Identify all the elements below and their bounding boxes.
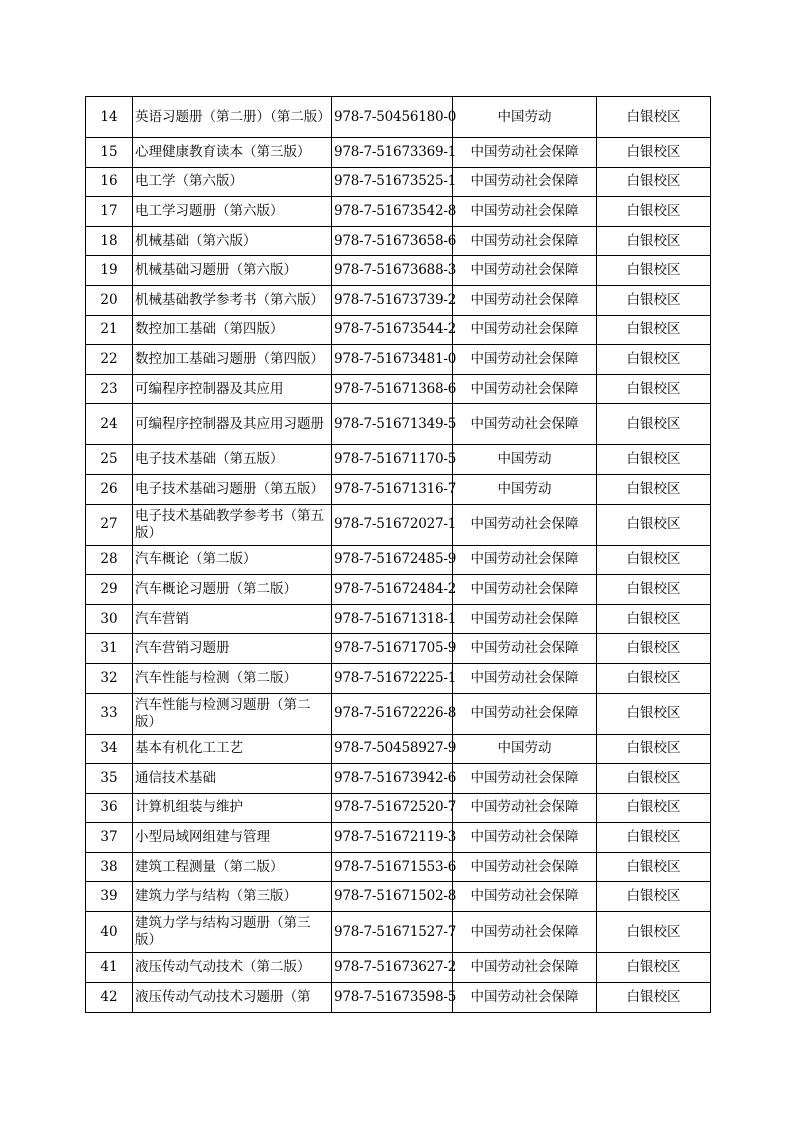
cell-isbn: 978-7-51673739-2 (332, 285, 453, 315)
cell-publisher: 中国劳动社会保障 (453, 953, 597, 983)
table-row (86, 167, 711, 197)
cell-title: 汽车营销习题册 (133, 634, 332, 664)
cell-publisher: 中国劳动社会保障 (453, 197, 597, 227)
cell-title: 汽车概论习题册（第二版） (133, 575, 332, 605)
cell-isbn: 978-7-50456180-0 (332, 97, 453, 138)
cell-title: 电子技术基础习题册（第五版） (133, 474, 332, 504)
cell-campus: 白银校区 (597, 764, 711, 794)
cell-isbn: 978-7-51673369-1 (332, 138, 453, 168)
cell-number: 19 (86, 256, 133, 286)
cell-number: 33 (86, 693, 133, 734)
cell-campus: 白银校区 (597, 504, 711, 545)
cell-number: 37 (86, 823, 133, 853)
cell-title: 建筑力学与结构（第三版） (133, 882, 332, 912)
cell-title: 基本有机化工工艺 (133, 734, 332, 764)
cell-campus: 白银校区 (597, 823, 711, 853)
table-row (86, 693, 711, 734)
cell-isbn: 978-7-51672485-9 (332, 545, 453, 575)
cell-title: 机械基础教学参考书（第六版） (133, 285, 332, 315)
cell-title: 液压传动气动技术习题册（第 (133, 982, 332, 1012)
cell-number: 15 (86, 138, 133, 168)
cell-isbn: 978-7-51673598-5 (332, 982, 453, 1012)
cell-isbn: 978-7-51673542-8 (332, 197, 453, 227)
cell-title: 小型局域网组建与管理 (133, 823, 332, 853)
cell-isbn: 978-7-51673544-2 (332, 315, 453, 345)
table-row (86, 912, 711, 953)
cell-number: 32 (86, 663, 133, 693)
cell-number: 34 (86, 734, 133, 764)
cell-publisher: 中国劳动社会保障 (453, 138, 597, 168)
table-row (86, 793, 711, 823)
cell-isbn: 978-7-51671527-7 (332, 912, 453, 953)
cell-publisher: 中国劳动社会保障 (453, 256, 597, 286)
cell-isbn: 978-7-51672225-1 (332, 663, 453, 693)
table-row (86, 226, 711, 256)
cell-title: 液压传动气动技术（第二版） (133, 953, 332, 983)
cell-number: 14 (86, 97, 133, 138)
cell-campus: 白银校区 (597, 374, 711, 404)
cell-campus: 白银校区 (597, 197, 711, 227)
cell-title: 建筑力学与结构习题册（第三版） (133, 912, 332, 953)
cell-publisher: 中国劳动社会保障 (453, 504, 597, 545)
table-row (86, 256, 711, 286)
cell-publisher: 中国劳动社会保障 (453, 374, 597, 404)
cell-number: 28 (86, 545, 133, 575)
table-row (86, 604, 711, 634)
cell-number: 23 (86, 374, 133, 404)
cell-title: 可编程序控制器及其应用 (133, 374, 332, 404)
cell-number: 25 (86, 445, 133, 475)
cell-campus: 白银校区 (597, 882, 711, 912)
cell-isbn: 978-7-51671318-1 (332, 604, 453, 634)
cell-publisher: 中国劳动社会保障 (453, 285, 597, 315)
table-row (86, 545, 711, 575)
cell-campus: 白银校区 (597, 445, 711, 475)
cell-isbn: 978-7-51673481-0 (332, 345, 453, 375)
cell-isbn: 978-7-51673688-3 (332, 256, 453, 286)
table-row (86, 634, 711, 664)
cell-isbn: 978-7-51671705-9 (332, 634, 453, 664)
cell-publisher: 中国劳动社会保障 (453, 345, 597, 375)
cell-campus: 白银校区 (597, 404, 711, 445)
cell-isbn: 978-7-51671170-5 (332, 445, 453, 475)
cell-campus: 白银校区 (597, 545, 711, 575)
cell-publisher: 中国劳动 (453, 97, 597, 138)
cell-campus: 白银校区 (597, 575, 711, 605)
cell-number: 30 (86, 604, 133, 634)
cell-title: 机械基础习题册（第六版） (133, 256, 332, 286)
cell-publisher: 中国劳动 (453, 474, 597, 504)
cell-isbn: 978-7-50458927-9 (332, 734, 453, 764)
cell-campus: 白银校区 (597, 474, 711, 504)
cell-number: 21 (86, 315, 133, 345)
table-row (86, 764, 711, 794)
table-row (86, 138, 711, 168)
cell-campus: 白银校区 (597, 693, 711, 734)
cell-campus: 白银校区 (597, 345, 711, 375)
cell-publisher: 中国劳动社会保障 (453, 852, 597, 882)
cell-publisher: 中国劳动 (453, 734, 597, 764)
table-row (86, 374, 711, 404)
cell-publisher: 中国劳动社会保障 (453, 575, 597, 605)
cell-number: 35 (86, 764, 133, 794)
cell-publisher: 中国劳动社会保障 (453, 764, 597, 794)
cell-number: 29 (86, 575, 133, 605)
cell-campus: 白银校区 (597, 604, 711, 634)
cell-title: 建筑工程测量（第二版） (133, 852, 332, 882)
cell-isbn: 978-7-51672484-2 (332, 575, 453, 605)
cell-title: 通信技术基础 (133, 764, 332, 794)
cell-title: 电子技术基础（第五版） (133, 445, 332, 475)
cell-publisher: 中国劳动社会保障 (453, 823, 597, 853)
book-list-table (85, 96, 711, 1013)
cell-title: 汽车营销 (133, 604, 332, 634)
cell-isbn: 978-7-51671349-5 (332, 404, 453, 445)
cell-publisher: 中国劳动社会保障 (453, 663, 597, 693)
cell-title: 机械基础（第六版） (133, 226, 332, 256)
cell-number: 27 (86, 504, 133, 545)
cell-campus: 白银校区 (597, 97, 711, 138)
cell-publisher: 中国劳动社会保障 (453, 226, 597, 256)
cell-number: 26 (86, 474, 133, 504)
cell-campus: 白银校区 (597, 793, 711, 823)
cell-title: 英语习题册（第二册）（第二版） (133, 97, 332, 138)
cell-isbn: 978-7-51673525-1 (332, 167, 453, 197)
table-row (86, 504, 711, 545)
cell-title: 数控加工基础习题册（第四版） (133, 345, 332, 375)
cell-campus: 白银校区 (597, 852, 711, 882)
cell-campus: 白银校区 (597, 315, 711, 345)
cell-isbn: 978-7-51673627-2 (332, 953, 453, 983)
cell-publisher: 中国劳动社会保障 (453, 912, 597, 953)
table-row (86, 445, 711, 475)
table-row (86, 982, 711, 1012)
cell-title: 汽车性能与检测习题册（第二版） (133, 693, 332, 734)
cell-publisher: 中国劳动社会保障 (453, 693, 597, 734)
cell-campus: 白银校区 (597, 734, 711, 764)
cell-isbn: 978-7-51672226-8 (332, 693, 453, 734)
table-row (86, 953, 711, 983)
table-row (86, 823, 711, 853)
cell-publisher: 中国劳动社会保障 (453, 882, 597, 912)
cell-isbn: 978-7-51671502-8 (332, 882, 453, 912)
cell-isbn: 978-7-51671316-7 (332, 474, 453, 504)
table-row (86, 663, 711, 693)
cell-publisher: 中国劳动社会保障 (453, 404, 597, 445)
cell-title: 可编程序控制器及其应用习题册 (133, 404, 332, 445)
cell-title: 电子技术基础教学参考书（第五版） (133, 504, 332, 545)
book-list-body (86, 97, 711, 1013)
cell-isbn: 978-7-51671368-6 (332, 374, 453, 404)
cell-publisher: 中国劳动社会保障 (453, 604, 597, 634)
cell-campus: 白银校区 (597, 982, 711, 1012)
cell-publisher: 中国劳动社会保障 (453, 545, 597, 575)
cell-isbn: 978-7-51672119-3 (332, 823, 453, 853)
cell-number: 24 (86, 404, 133, 445)
cell-publisher: 中国劳动社会保障 (453, 982, 597, 1012)
cell-campus: 白银校区 (597, 634, 711, 664)
cell-title: 汽车概论（第二版） (133, 545, 332, 575)
table-row (86, 345, 711, 375)
cell-campus: 白银校区 (597, 912, 711, 953)
table-row (86, 285, 711, 315)
cell-number: 38 (86, 852, 133, 882)
cell-title: 计算机组装与维护 (133, 793, 332, 823)
cell-number: 36 (86, 793, 133, 823)
cell-campus: 白银校区 (597, 953, 711, 983)
cell-isbn: 978-7-51672520-7 (332, 793, 453, 823)
cell-number: 20 (86, 285, 133, 315)
table-row (86, 315, 711, 345)
cell-campus: 白银校区 (597, 285, 711, 315)
cell-title: 汽车性能与检测（第二版） (133, 663, 332, 693)
cell-publisher: 中国劳动社会保障 (453, 315, 597, 345)
table-row (86, 882, 711, 912)
cell-number: 39 (86, 882, 133, 912)
cell-number: 22 (86, 345, 133, 375)
table-row (86, 97, 711, 138)
cell-number: 18 (86, 226, 133, 256)
cell-publisher: 中国劳动社会保障 (453, 167, 597, 197)
cell-publisher: 中国劳动 (453, 445, 597, 475)
cell-campus: 白银校区 (597, 256, 711, 286)
table-row (86, 852, 711, 882)
cell-isbn: 978-7-51672027-1 (332, 504, 453, 545)
cell-number: 42 (86, 982, 133, 1012)
table-row (86, 197, 711, 227)
cell-number: 41 (86, 953, 133, 983)
cell-campus: 白银校区 (597, 663, 711, 693)
cell-campus: 白银校区 (597, 138, 711, 168)
table-row (86, 404, 711, 445)
cell-isbn: 978-7-51671553-6 (332, 852, 453, 882)
cell-title: 数控加工基础（第四版） (133, 315, 332, 345)
cell-campus: 白银校区 (597, 167, 711, 197)
cell-title: 电工学习题册（第六版） (133, 197, 332, 227)
cell-publisher: 中国劳动社会保障 (453, 793, 597, 823)
cell-isbn: 978-7-51673942-6 (332, 764, 453, 794)
table-row (86, 734, 711, 764)
cell-number: 31 (86, 634, 133, 664)
table-row (86, 575, 711, 605)
cell-campus: 白银校区 (597, 226, 711, 256)
cell-publisher: 中国劳动社会保障 (453, 634, 597, 664)
cell-title: 电工学（第六版） (133, 167, 332, 197)
cell-title: 心理健康教育读本（第三版） (133, 138, 332, 168)
cell-number: 40 (86, 912, 133, 953)
table-row (86, 474, 711, 504)
cell-isbn: 978-7-51673658-6 (332, 226, 453, 256)
cell-number: 17 (86, 197, 133, 227)
cell-number: 16 (86, 167, 133, 197)
